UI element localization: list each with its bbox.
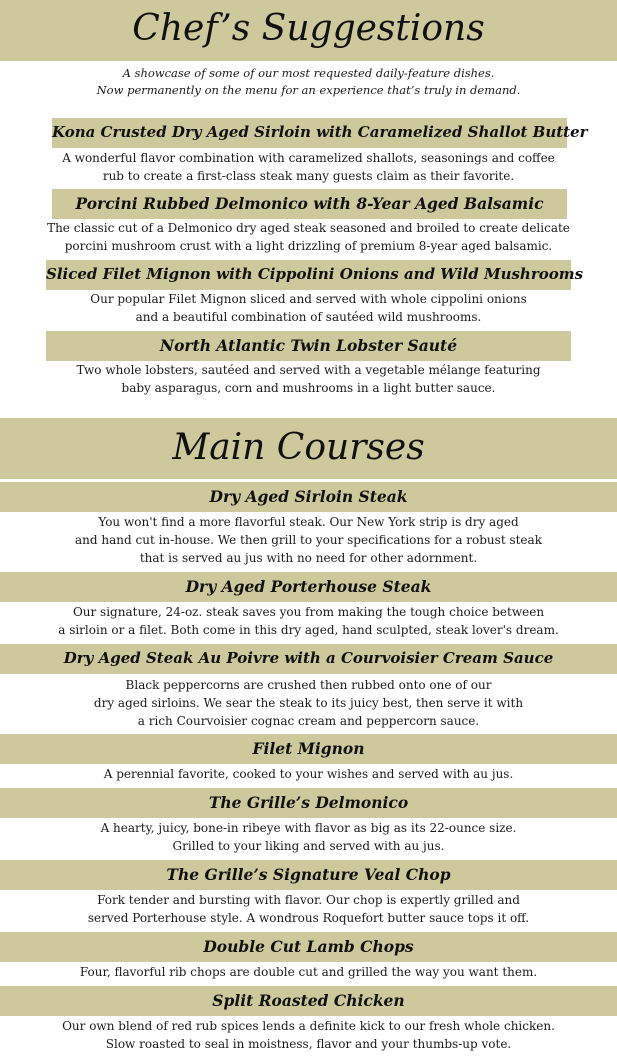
description-line: that is served au jus with no need for other adornment. xyxy=(139,551,478,565)
dish-title: Dry Aged Porterhouse Steak xyxy=(185,577,432,596)
dish-description xyxy=(0,361,617,397)
dish-description xyxy=(0,819,617,855)
dish-description xyxy=(0,603,617,639)
description-line: porcini mushroom crust with a light drizzling of premium 8-year aged balsamic. xyxy=(64,239,553,253)
description-line: The classic cut of a Delmonico dry aged steak seasoned and broiled to create delicate xyxy=(47,221,570,235)
description-line: a rich Courvoisier cognac cream and peppercorn sauce. xyxy=(137,714,480,728)
description-line: served Porterhouse style. A wondrous Roquefort butter sauce tops it off. xyxy=(87,911,530,925)
dish-title: North Atlantic Twin Lobster Sauté xyxy=(159,336,458,355)
description-line: A hearty, juicy, bone-in ribeye with flavor as big as its 22-ounce size. xyxy=(100,821,517,835)
dish-title: Split Roasted Chicken xyxy=(212,991,405,1010)
dish-description xyxy=(0,219,617,255)
dish-description xyxy=(0,513,617,567)
dish-title: Double Cut Lamb Chops xyxy=(203,937,414,956)
dish-description xyxy=(0,765,617,783)
description-line: a sirloin or a filet. Both come in this dry aged, hand sculpted, steak lover's dream. xyxy=(58,623,559,637)
description-line: A wonderful flavor combination with caramelized shallots, seasonings and coffee xyxy=(62,151,555,165)
dish-title: Sliced Filet Mignon with Cippolini Onions and Wild Mushrooms xyxy=(46,265,584,283)
description-line: You won't find a more flavorful steak. Our New York strip is dry aged xyxy=(98,515,519,529)
description-line: Slow roasted to seal in moistness, flavor and your thumbs-up vote. xyxy=(105,1037,512,1051)
description-line: Grilled to your liking and served with au jus. xyxy=(172,839,445,853)
intro-line: A showcase of some of our most requested daily-feature dishes. xyxy=(122,66,495,80)
dish-description xyxy=(0,676,617,730)
description-line: Four, flavorful rib chops are double cut and grilled the way you want them. xyxy=(79,965,538,979)
main-section-title: Main Courses xyxy=(172,427,425,468)
dish-title: Dry Aged Sirloin Steak xyxy=(209,487,408,506)
dish-description xyxy=(0,1017,617,1053)
intro-line: Now permanently on the menu for an experience that’s truly in demand. xyxy=(96,83,521,97)
description-line: Our popular Filet Mignon sliced and served with whole cippolini onions xyxy=(90,292,527,306)
description-line: Two whole lobsters, sautéed and served with a vegetable mélange featuring xyxy=(76,363,541,377)
dish-title: Dry Aged Steak Au Poivre with a Courvoisier Cream Sauce xyxy=(63,649,554,667)
dish-title: The Grille’s Signature Veal Chop xyxy=(166,865,451,884)
dish-title: Porcini Rubbed Delmonico with 8-Year Aged Balsamic xyxy=(75,194,544,213)
dish-description xyxy=(0,963,617,981)
dish-title: Kona Crusted Dry Aged Sirloin with Caramelized Shallot Butter xyxy=(52,123,588,141)
chef-intro xyxy=(0,65,617,99)
description-line: dry aged sirloins. We sear the steak to its juicy best, then serve it with xyxy=(93,696,524,710)
description-line: Our signature, 24-oz. steak saves you from making the tough choice between xyxy=(72,605,545,619)
description-line: and hand cut in-house. We then grill to your specifications for a robust steak xyxy=(75,533,542,547)
dish-description xyxy=(0,290,617,326)
description-line: rub to create a first-class steak many guests claim as their favorite. xyxy=(102,169,515,183)
chef-section-title: Chef’s Suggestions xyxy=(132,8,485,49)
dish-description xyxy=(0,891,617,927)
description-line: Our own blend of red rub spices lends a definite kick to our fresh whole chicken. xyxy=(62,1019,555,1033)
description-line: Black peppercorns are crushed then rubbed onto one of our xyxy=(125,678,492,692)
dish-title: The Grille’s Delmonico xyxy=(208,793,409,812)
description-line: and a beautiful combination of sautéed wild mushrooms. xyxy=(135,310,482,324)
dish-title: Filet Mignon xyxy=(252,739,365,758)
description-line: baby asparagus, corn and mushrooms in a light butter sauce. xyxy=(121,381,496,395)
dish-description xyxy=(0,149,617,185)
description-line: Fork tender and bursting with flavor. Our chop is expertly grilled and xyxy=(97,893,520,907)
description-line: A perennial favorite, cooked to your wishes and served with au jus. xyxy=(103,767,514,781)
